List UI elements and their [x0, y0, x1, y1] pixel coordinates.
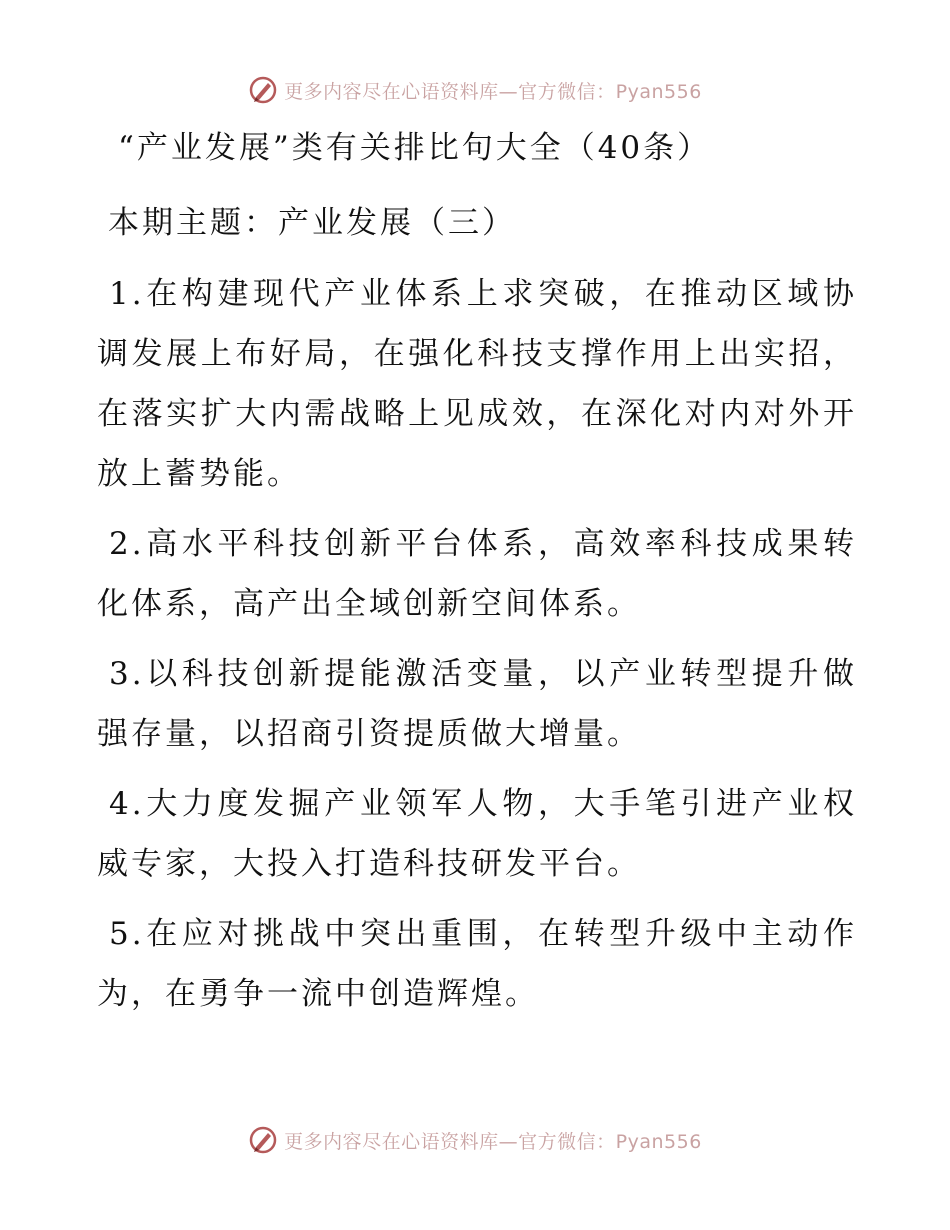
list-item: 5.在应对挑战中突出重围，在转型升级中主动作为，在勇争一流中创造辉煌。 — [97, 916, 857, 1012]
sentence-list — [97, 264, 857, 1034]
list-item: 2.高水平科技创新平台体系，高效率科技成果转化体系，高产出全域创新空间体系。 — [97, 526, 857, 622]
pen-logo-icon — [248, 1125, 278, 1155]
list-item: 3.以科技创新提能激活变量，以产业转型提升做强存量，以招商引资提质做大增量。 — [97, 656, 857, 752]
watermark-text: 更多内容尽在心语资料库—官方微信：Pyan556 — [284, 80, 702, 103]
footer-watermark — [0, 1120, 950, 1160]
list-item: 1.在构建现代产业体系上求突破，在推动区域协调发展上布好局，在强化科技支撑作用上出实招，在落实扩大内需战略上见成效，在深化对内对外开放上蓄势能。 — [97, 276, 857, 492]
watermark-text: 更多内容尽在心语资料库—官方微信：Pyan556 — [284, 1130, 702, 1153]
header-watermark — [0, 70, 950, 110]
list-item: 4.大力度发掘产业领军人物，大手笔引进产业权威专家，大投入打造科技研发平台。 — [97, 786, 857, 882]
pen-logo-icon — [248, 75, 278, 105]
document-subtitle: 本期主题：产业发展（三） — [108, 205, 516, 241]
document-title: “产业发展”类有关排比句大全（40条） — [118, 130, 712, 166]
